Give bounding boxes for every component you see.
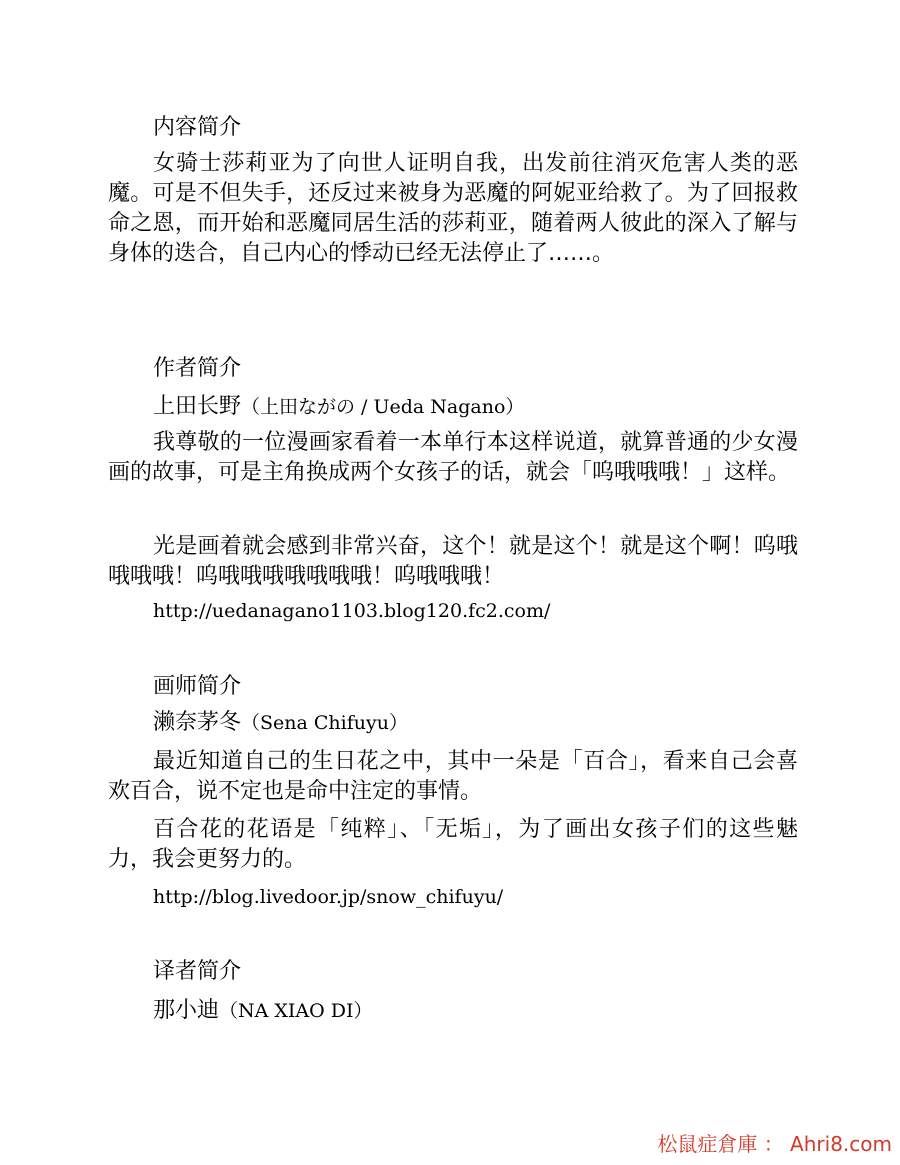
author-url-link[interactable]: http://uedanagano1103.blog120.fc2.com/ <box>153 600 551 622</box>
translator-heading: 译者简介 <box>153 959 242 984</box>
translator-name: 那小迪 <box>153 998 220 1023</box>
intro-section <box>108 149 798 269</box>
translator-name-alt: （NA XIAO DI） <box>219 1000 373 1022</box>
illustrator-name-line <box>153 709 408 737</box>
author-name: 上田长野 <box>153 394 242 419</box>
intro-paragraph: 女骑士莎莉亚为了向世人证明自我，出发前往消灭危害人类的恶魔。可是不但失手，还反过来被身为恶魔的阿妮亚给救了。为了回报救命之恩，而开始和恶魔同居生活的莎莉亚，随着两人彼此的深入了解与身体的迭合，自己内心的悸动已经无法停止了……。 <box>108 151 798 266</box>
illustrator-paragraph-2: 百合花的花语是「纯粹」、「无垢」，为了画出女孩子们的这些魅力，我会更努力的。 <box>108 817 798 872</box>
author-paragraph-1: 我尊敬的一位漫画家看着一本单行本这样说道，就算普通的少女漫画的故事，可是主角换成两个女孩子的话，就会「呜哦哦哦！」这样。 <box>108 430 798 485</box>
illustrator-url-link[interactable]: http://blog.livedoor.jp/snow_chifuyu/ <box>153 886 504 908</box>
author-name-alt: （上田ながの / Ueda Nagano） <box>241 396 525 418</box>
author-heading: 作者简介 <box>153 356 242 381</box>
watermark-text: 松鼠症倉庫 ： Ahri8.com <box>657 1132 892 1156</box>
illustrator-section <box>108 747 798 807</box>
author-paragraph-2: 光是画着就会感到非常兴奋，这个！就是这个！就是这个啊！呜哦哦哦哦！呜哦哦哦哦哦哦哦！呜哦哦哦！ <box>108 534 798 589</box>
author-name-line <box>153 393 524 421</box>
illustrator-name-alt: （Sena Chifuyu） <box>241 712 408 734</box>
translator-name-line <box>153 997 373 1025</box>
author-section-2 <box>108 532 798 592</box>
illustrator-section-2 <box>108 815 798 875</box>
illustrator-paragraph-1: 最近知道自己的生日花之中，其中一朵是「百合」，看来自己会喜欢百合，说不定也是命中注定的事情。 <box>108 749 798 804</box>
illustrator-name: 濑奈茅冬 <box>153 710 242 735</box>
intro-heading: 内容简介 <box>153 115 242 140</box>
illustrator-heading: 画师简介 <box>153 674 242 699</box>
author-section <box>108 428 798 488</box>
